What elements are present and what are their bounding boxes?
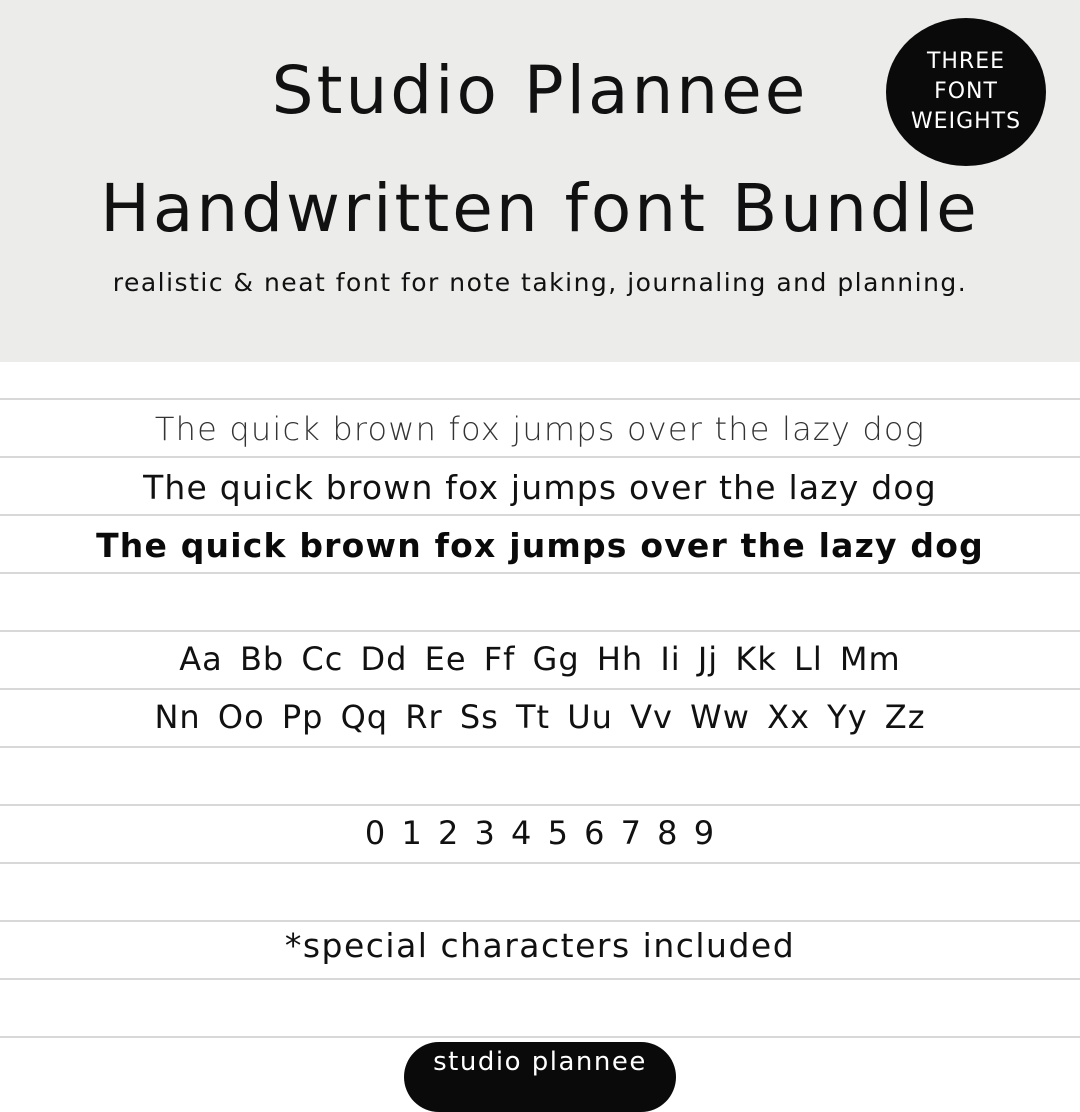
- ruled-line: [0, 978, 1080, 980]
- ruled-line: [0, 398, 1080, 400]
- ruled-line: [0, 456, 1080, 458]
- subtitle: realistic & neat font for note taking, journaling and planning.: [112, 268, 968, 297]
- ruled-line: [0, 688, 1080, 690]
- alphabet-line-2: Nn Oo Pp Qq Rr Ss Tt Uu Vv Ww Xx Yy Zz: [154, 698, 926, 736]
- ruled-line: [0, 572, 1080, 574]
- ruled-line: [0, 804, 1080, 806]
- ruled-line: [0, 630, 1080, 632]
- alphabet-line-1: Aa Bb Cc Dd Ee Ff Gg Hh Ii Jj Kk Ll Mm: [179, 640, 901, 678]
- font-weights-badge: [886, 18, 1046, 166]
- badge-line-1: THREE: [926, 49, 1006, 74]
- header-panel: [0, 0, 1080, 362]
- ruled-line: [0, 862, 1080, 864]
- pangram-regular: The quick brown fox jumps over the lazy dog: [143, 468, 937, 507]
- ruled-line: [0, 920, 1080, 922]
- ruled-line: [0, 514, 1080, 516]
- title-line-2: Handwritten font Bundle: [100, 170, 980, 247]
- brand-pill: [404, 1042, 676, 1112]
- ruled-line: [0, 746, 1080, 748]
- badge-line-2: FONT: [934, 79, 998, 104]
- brand-name: studio plannee: [433, 1047, 647, 1077]
- pangram-light: The quick brown fox jumps over the lazy dog: [154, 410, 926, 448]
- special-characters-note: *special characters included: [284, 926, 796, 965]
- badge-line-3: WEIGHTS: [910, 109, 1022, 134]
- digits-line: 0 1 2 3 4 5 6 7 8 9: [364, 814, 716, 852]
- ruled-line: [0, 1036, 1080, 1038]
- pangram-bold: The quick brown fox jumps over the lazy dog: [96, 526, 984, 565]
- title-line-1: Studio Plannee: [271, 52, 809, 129]
